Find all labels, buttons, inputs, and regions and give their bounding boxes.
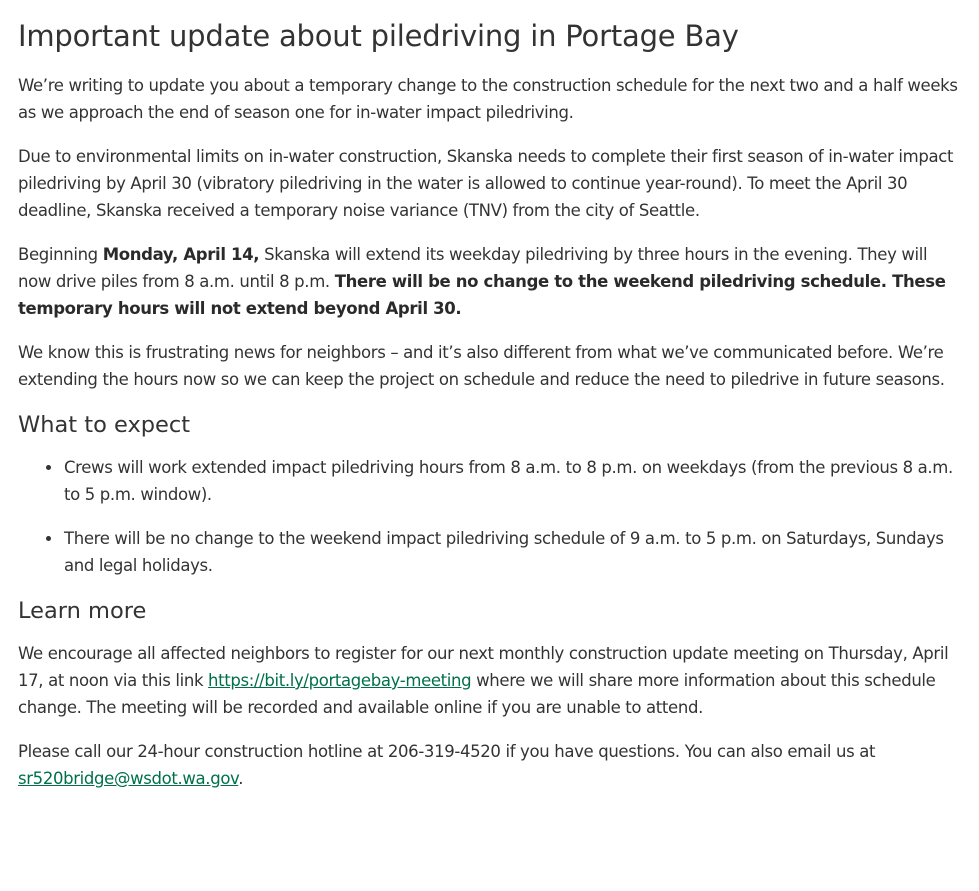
email-link[interactable]: sr520bridge@wsdot.wa.gov [18,769,239,788]
what-to-expect-heading: What to expect [18,412,191,438]
schedule-paragraph [18,241,961,322]
hotline-text-1: Please call our 24-hour construction hotline at 206-319-4520 if you have questions. You can also email us at [18,742,876,761]
environmental-paragraph: Due to environmental limits on in-water construction, Skanska needs to complete their first season of in-water impact piledriving by April 30 (vibratory piledriving in the water is allowed to continue year-round). To meet the April 30 deadline, Skanska received a temporary noise variance (TNV) from the city of Seattle. [18,147,954,220]
schedule-text-2: Skanska will extend its weekday piledriving by three hours in the evening. They will now drive piles from 8 a.m. until 8 p.m. [18,245,928,291]
hotline-paragraph [18,738,961,792]
schedule-date: Monday, April 14, [102,245,260,264]
schedule-weekend-note: There will be no change to the weekend piledriving schedule. These temporary hours will not extend beyond April 30. [18,272,946,318]
hotline-text-2: . [238,769,244,788]
meeting-link[interactable]: https://bit.ly/portagebay-meeting [208,671,472,690]
learn-more-heading: Learn more [18,598,147,624]
meeting-text-2: where we will share more information about this schedule change. The meeting will be recorded and available online if you are unable to attend. [18,671,936,717]
expect-list [18,454,961,579]
schedule-text-1: Beginning [18,245,103,264]
meeting-text-1: We encourage all affected neighbors to register for our next monthly construction update meeting on Thursday, April 17, at noon via this link [18,644,949,690]
list-item: • There will be no change to the weekend impact piledriving schedule of 9 a.m. to 5 p.m. on Saturdays, Sundays and legal holidays. [63,525,961,579]
meeting-paragraph [18,640,961,721]
intro-paragraph: We’re writing to update you about a temporary change to the construction schedule for the next two and a half weeks as we approach the end of season one for in-water impact piledriving. [18,76,958,122]
list-item: • Crews will work extended impact piledriving hours from 8 a.m. to 8 p.m. on weekdays (from the previous 8 a.m. to 5 p.m. window). [63,454,961,508]
frustrating-news-paragraph: We know this is frustrating news for neighbors – and it’s also different from what we’ve communicated before. We’re extending the hours now so we can keep the project on schedule and reduce the need to piledrive in future seasons. [18,343,945,389]
page-title: Important update about piledriving in Portage Bay [18,19,739,53]
